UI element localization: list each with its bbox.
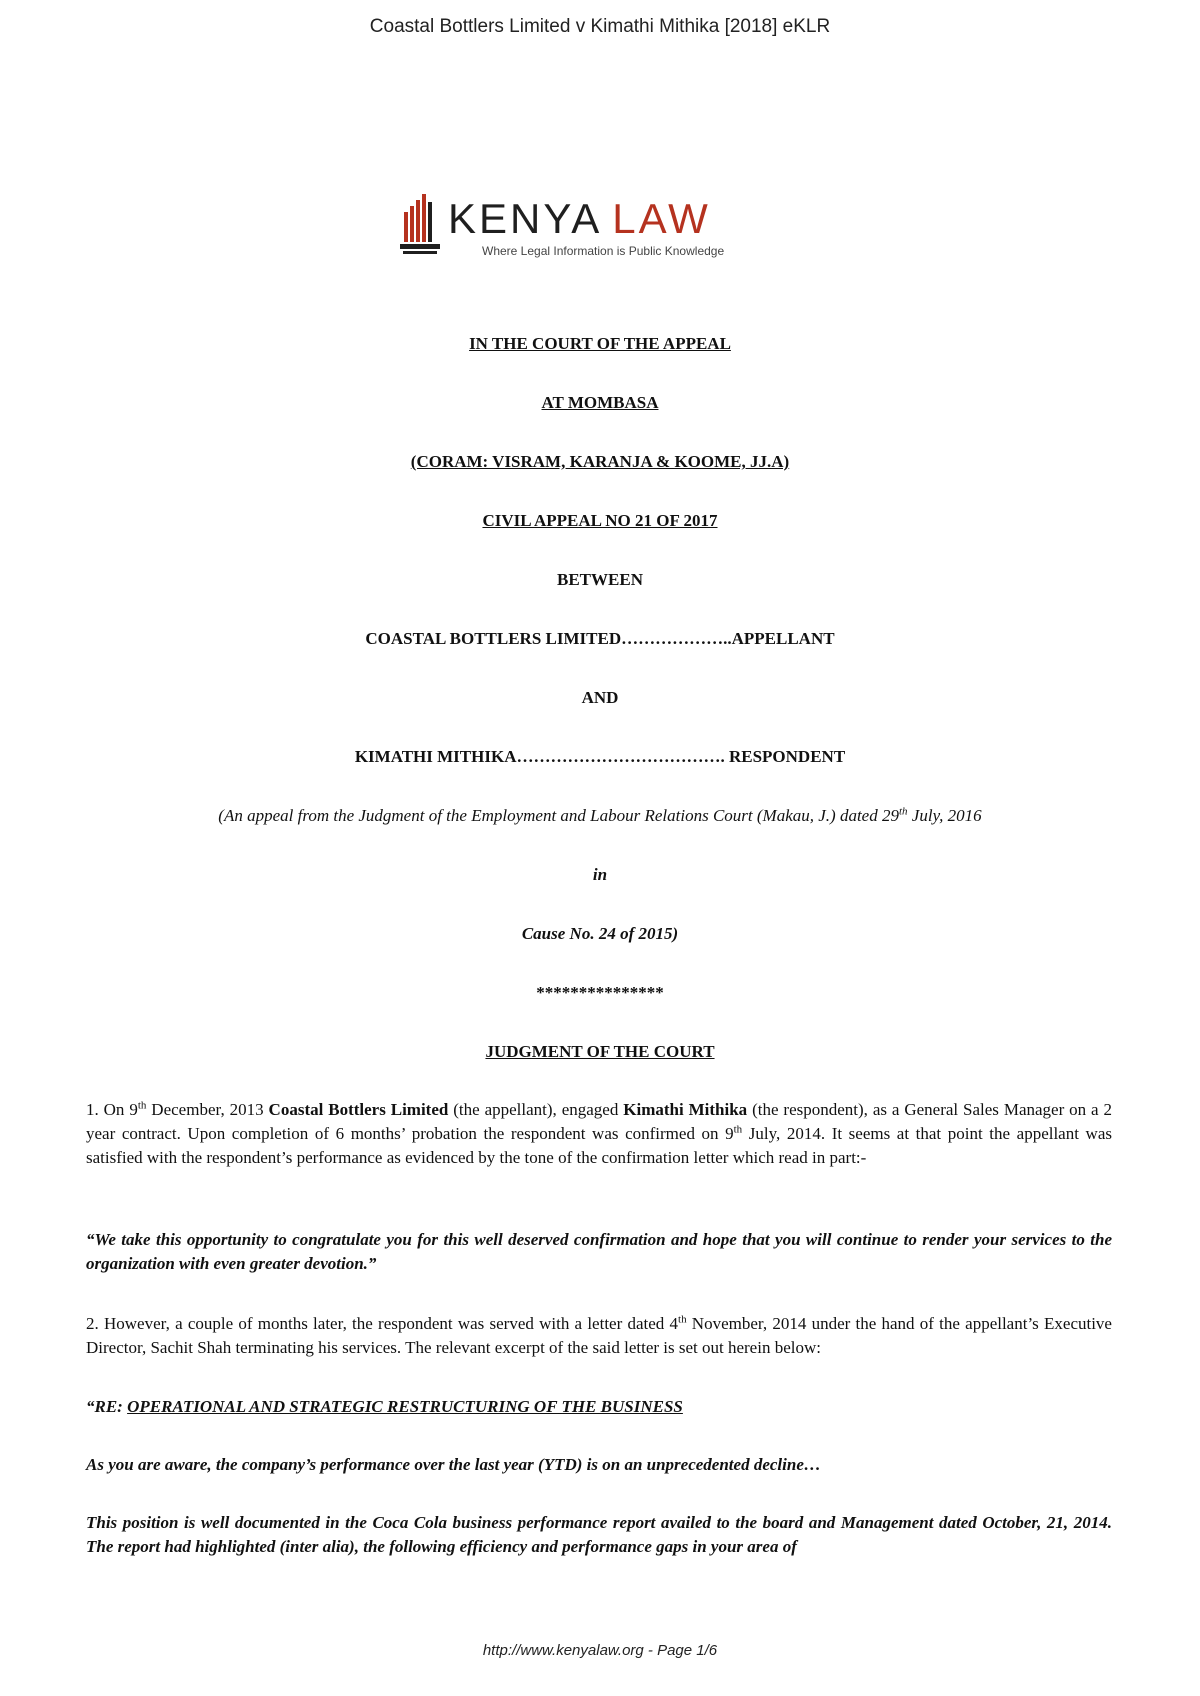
kenya-law-logo (400, 192, 740, 262)
quote-report: This position is well documented in the Coca Cola business performance report availed to the board and Management dated October, 21, 2014. The report had highlighted (inter alia), the following efficiency and performance gaps in your area of (86, 1513, 1112, 1556)
paragraph-1 (86, 1098, 1112, 1170)
appeal-from-sup: th (898, 805, 908, 818)
kenya-law-pillars-icon (400, 192, 446, 260)
re-prefix: “RE: (86, 1397, 128, 1416)
logo-word-kenya: KENYA (448, 195, 603, 242)
para1-text: (the respondent), as a General Sales Manager on a 2 year contract. Upon completion of 6 months’ probation the respondent was confirmed on 9 (86, 1100, 1112, 1143)
cause-line: Cause No. 24 of 2015) (521, 924, 679, 943)
paragraph-2 (86, 1312, 1112, 1360)
para2-sup: th (678, 1313, 687, 1326)
para1-text: July, 2014. It seems at that point the appellant was satisfied with the respondent’s performance as evidenced by the tone of the confirmation letter which read in part:- (86, 1124, 1112, 1167)
appeal-from-text-b: July, 2016 (907, 806, 982, 825)
para1-party-appellant: Coastal Bottlers Limited (268, 1100, 449, 1119)
stars-divider: *************** (536, 983, 664, 1002)
appeal-from-text-a: (An appeal from the Judgment of the Employment and Labour Relations Court (Makau, J.) dated 29 (218, 806, 899, 825)
re-subject: OPERATIONAL AND STRATEGIC RESTRUCTURING OF THE BUSINESS (127, 1397, 683, 1416)
between-label: BETWEEN (557, 570, 643, 589)
para2-text: 2. However, a couple of months later, the respondent was served with a letter dated 4 (86, 1314, 679, 1333)
page-footer: http://www.kenyalaw.org - Page 1/6 (482, 1642, 718, 1659)
logo-wordmark (448, 196, 711, 242)
judgment-heading: JUDGMENT OF THE COURT (485, 1042, 715, 1061)
para1-text: (the appellant), engaged (448, 1100, 624, 1119)
logo-word-law: LAW (612, 195, 711, 242)
para1-sup: th (137, 1099, 147, 1112)
re-line (86, 1395, 1112, 1419)
para1-text: 1. On 9 (86, 1100, 138, 1119)
and-label: AND (581, 688, 619, 707)
court-heading: IN THE COURT OF THE APPEAL (469, 334, 731, 353)
appellant-line: COASTAL BOTTLERS LIMITED………………..APPELLANT (365, 629, 835, 648)
para2-text: November, 2014 under the hand of the appellant’s Executive Director, Sachit Shah terminating his services. The relevant excerpt of the said letter is set out herein below: (86, 1314, 1112, 1357)
running-header: Coastal Bottlers Limited v Kimathi Mithika [2018] eKLR (369, 16, 831, 37)
para1-text: December, 2013 (146, 1100, 269, 1119)
appeal-from-line (0, 806, 1200, 826)
para1-sup: th (733, 1123, 743, 1136)
respondent-line: KIMATHI MITHIKA………………………………. RESPONDENT (354, 747, 846, 766)
para1-party-respondent: Kimathi Mithika (623, 1100, 748, 1119)
appeal-number: CIVIL APPEAL NO 21 OF 2017 (482, 511, 718, 530)
location-heading: AT MOMBASA (541, 393, 659, 412)
quote-performance-decline: As you are aware, the company’s performance over the last year (YTD) is on an unprecedented decline… (86, 1455, 821, 1474)
quote-confirmation-letter: “We take this opportunity to congratulate you for this well deserved confirmation and hope that you will continue to render your services to the organization with even greater devotion.” (86, 1230, 1112, 1273)
logo-tagline: Where Legal Information is Public Knowledge (482, 244, 725, 258)
coram-heading: (CORAM: VISRAM, KARANJA & KOOME, JJ.A) (410, 452, 790, 471)
in-label: in (592, 865, 608, 884)
